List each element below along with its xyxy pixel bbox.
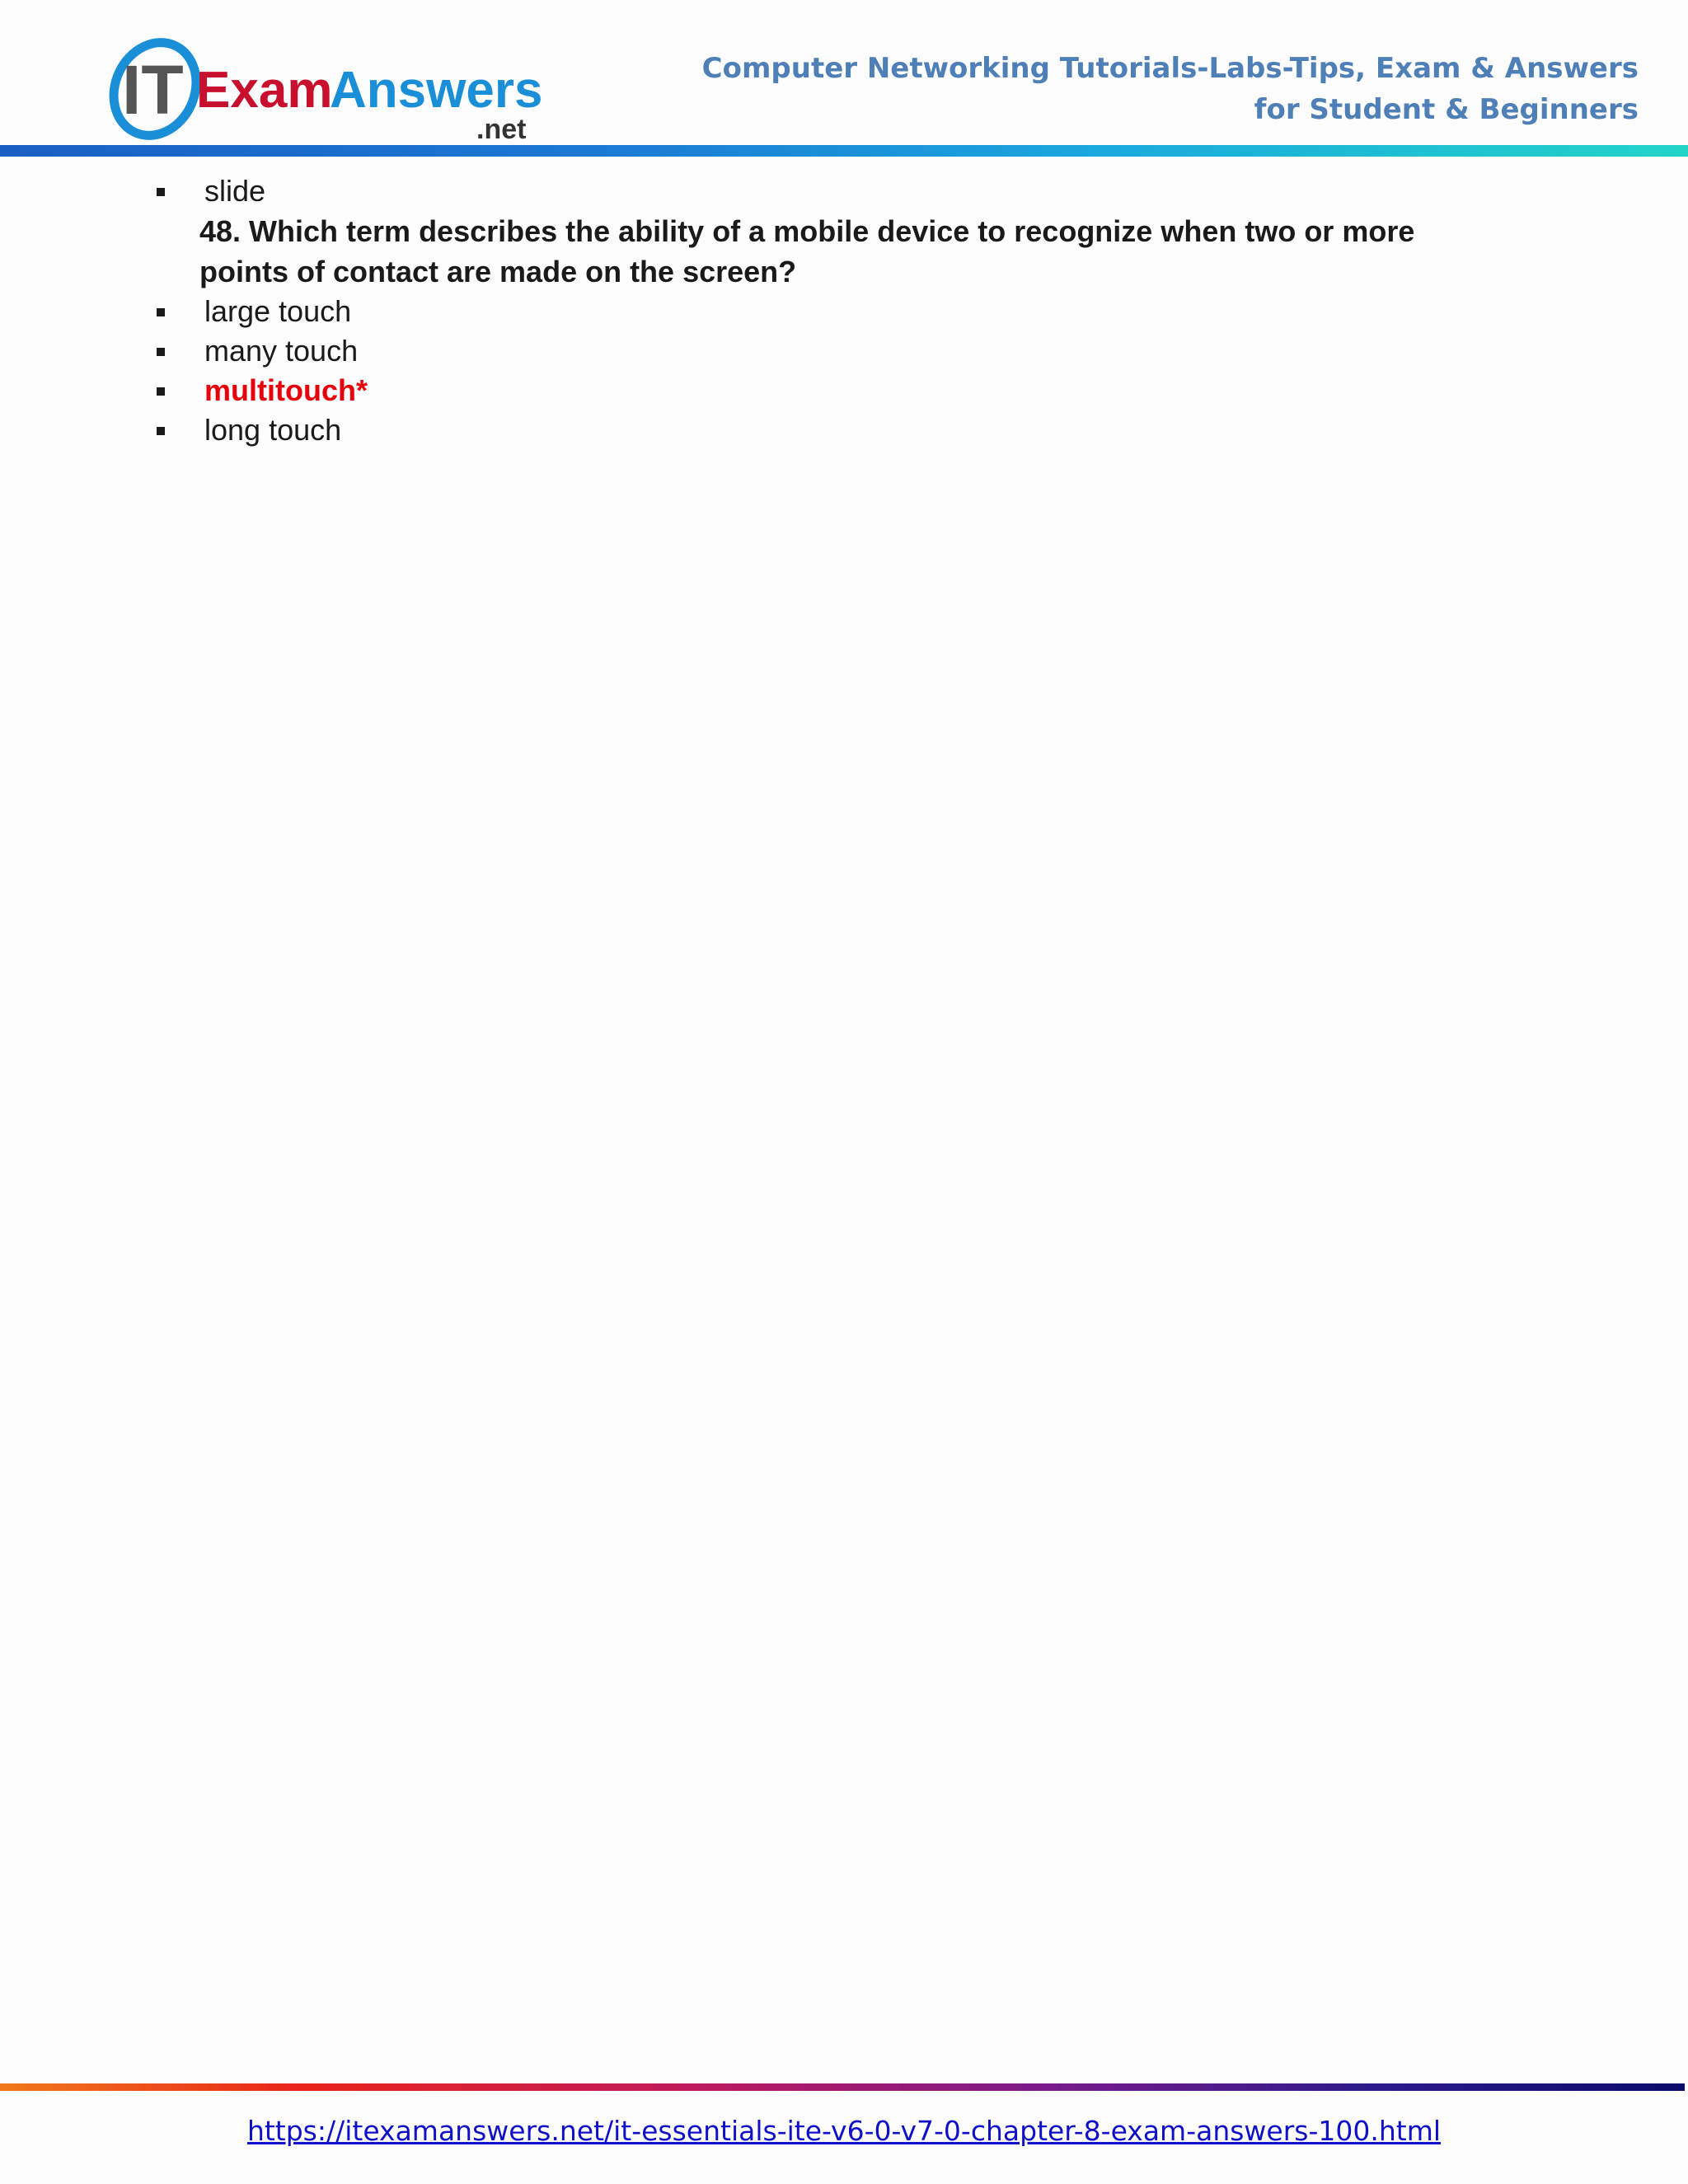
exam-content: [157, 171, 1508, 450]
footer-url-link[interactable]: https://itexamanswers.net/it-essentials-ite-v6-0-v7-0-chapter-8-exam-answers-100.html: [246, 2115, 1442, 2147]
bullet-icon: [157, 387, 165, 396]
bullet-icon: [157, 308, 165, 316]
option-label: many touch: [204, 334, 359, 368]
page-header: [0, 0, 1688, 158]
footer-divider-bar: [0, 2083, 1685, 2091]
answer-option: [157, 331, 1508, 371]
bullet-icon: [157, 188, 165, 196]
option-label: large touch: [204, 294, 352, 328]
site-tagline: [702, 48, 1639, 130]
itexamanswers-logo[interactable]: [107, 33, 552, 148]
logo-it-text: IT: [122, 51, 184, 129]
logo-exam-text: Exam: [196, 62, 333, 119]
answer-option: [157, 292, 1508, 331]
question-text: 48. Which term describes the ability of a mobile device to recognize when two or more points of contact are made on the screen?: [199, 214, 1415, 288]
bullet-icon: [157, 427, 165, 435]
correct-option-label: multitouch*: [204, 373, 368, 407]
answer-option-correct: [157, 371, 1508, 410]
list-item: [157, 171, 1508, 211]
option-label: long touch: [204, 413, 342, 447]
tagline-line-2: for Student & Beginners: [1254, 93, 1639, 126]
logo-net-text: .net: [476, 114, 527, 145]
tagline-line-1: Computer Networking Tutorials-Labs-Tips, Exam & Answers: [701, 52, 1639, 85]
logo-answers-text: Answers: [330, 62, 543, 119]
header-divider-bar: [0, 145, 1688, 157]
bullet-icon: [157, 348, 165, 356]
answer-option: [157, 410, 1508, 450]
option-label: slide: [204, 174, 266, 208]
